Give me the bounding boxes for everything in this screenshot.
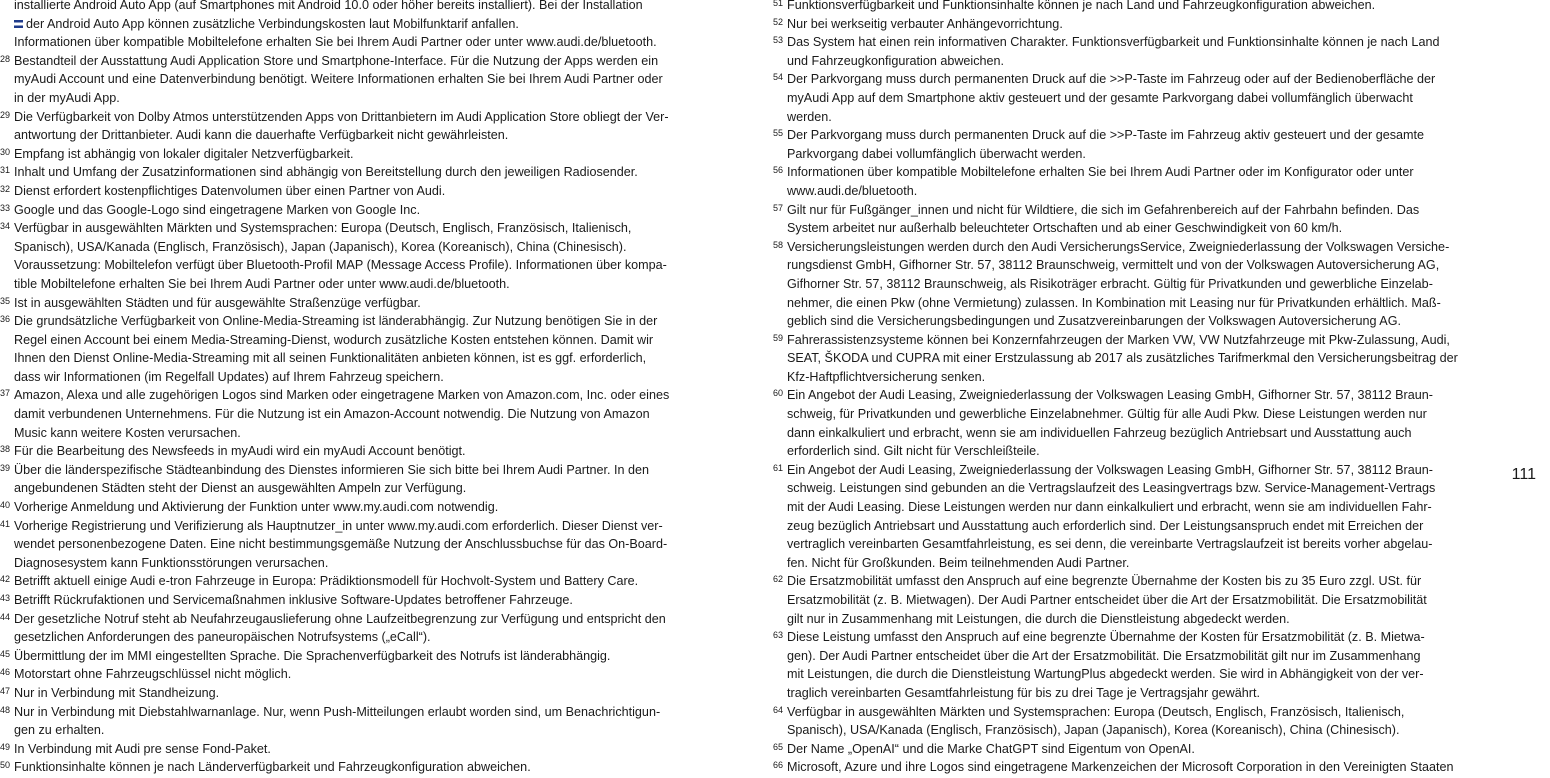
footnote-line	[14, 15, 735, 34]
footnote-line: Die Ersatzmobilität umfasst den Anspruch auf eine begrenzte Übernahme der Kosten bis zu 35 Euro zzgl. USt. für	[787, 574, 1422, 589]
footnote	[773, 201, 1498, 238]
footnote-line: Dienst erfordert kostenpflichtiges Datenvolumen über einen Partner von Audi.	[14, 183, 446, 198]
footnote-number: 41	[0, 518, 11, 529]
footnote-line: Übermittlung der im MMI eingestellten Sprache. Die Sprachenverfügbarkeit des Notrufs ist länderabhängig.	[14, 648, 611, 663]
footnote	[773, 740, 1498, 759]
footnote-number: 34	[0, 221, 11, 232]
footnote-line: Für die Bearbeitung des Newsfeeds in myAudi wird ein myAudi Account benötigt.	[14, 444, 466, 459]
footnote	[0, 610, 735, 647]
footnote	[773, 15, 1498, 34]
footnote-line: mit der Audi Leasing. Diese Leistungen werden nur dann einkalkuliert und erbracht, wenn sie am individuellen Fahr-	[787, 500, 1432, 515]
footnote-line: Funktionsinhalte können je nach Länderverfügbarkeit und Fahrzeugkonfiguration abweichen.	[14, 760, 531, 775]
footnote	[0, 219, 735, 293]
footnote-number: 58	[773, 239, 784, 250]
footnote-line: vertraglich vereinbarten Gesamtfahrleistung, es sei denn, die vereinbarte Vertragslaufzeit ist bereits vorher abgelau-	[787, 537, 1433, 552]
footnote-line: Die Verfügbarkeit von Dolby Atmos unterstützenden Apps von Drittanbietern im Audi Application Store obliegt der Ver-	[14, 109, 669, 124]
footnote-line: Verfügbar in ausgewählten Märkten und Systemsprachen: Europa (Deutsch, Englisch, Französisch, Italienisch,	[787, 704, 1405, 719]
footnote-line: Das System hat einen rein informativen Charakter. Funktionsverfügbarkeit und Funktionsinhalte können je nach Land	[787, 35, 1440, 50]
footnote-line: Kfz-Haftpflichtversicherung senken.	[787, 369, 986, 384]
footnote-number: 40	[0, 500, 11, 511]
footnotes-right-column	[773, 0, 1498, 777]
footnote	[773, 0, 1498, 15]
footnote-line: Spanisch), USA/Kanada (Englisch, Französisch), Japan (Japanisch), Korea (Koreanisch), China (Chinesisch).	[787, 723, 1400, 738]
footnote-number: 60	[773, 388, 784, 399]
footnote-line: Informationen über kompatible Mobiltelefone erhalten Sie bei Ihrem Audi Partner oder unter www.audi.de/bluetooth.	[14, 35, 657, 50]
footnote-number: 56	[773, 165, 784, 176]
footnote-line: geblich sind die Versicherungsbedingungen und Zusatzvereinbarungen der Volkswagen Autoversicherung AG.	[787, 314, 1402, 329]
footnote-line: myAudi Account und eine Datenverbindung benötigt. Weitere Informationen erhalten Sie bei Ihrem Audi Partner oder	[14, 72, 663, 87]
footnote-line: Der Name „OpenAI“ und die Marke ChatGPT sind Eigentum von OpenAI.	[787, 741, 1195, 756]
footnote-number: 55	[773, 128, 784, 139]
footnote-line: Der Parkvorgang muss durch permanenten Druck auf die >>P-Taste im Fahrzeug aktiv gesteuert und der gesamte	[787, 128, 1425, 143]
footnote-number: 44	[0, 611, 11, 622]
footnote-number: 39	[0, 462, 11, 473]
footnote-number: 45	[0, 648, 11, 659]
footnote-line: Motorstart ohne Fahrzeugschlüssel nicht möglich.	[14, 667, 292, 682]
page-number: 111	[1511, 466, 1536, 483]
footnote-number: 66	[773, 760, 784, 771]
footnote-line: Parkvorgang dabei vollumfänglich überwacht werden.	[787, 146, 1086, 161]
footnote-line: Bestandteil der Ausstattung Audi Application Store und Smartphone-Interface. Für die Nutzung der Apps werden ein	[14, 53, 659, 68]
footnote	[0, 665, 735, 684]
footnote	[0, 684, 735, 703]
footnote-line: Verfügbar in ausgewählten Märkten und Systemsprachen: Europa (Deutsch, Englisch, Französisch, Italienisch,	[14, 221, 632, 236]
footnote	[0, 572, 735, 591]
footnote	[0, 461, 735, 498]
footnote-line: installierte Android Auto App (auf Smartphones mit Android 10.0 oder höher bereits installiert). Bei der Installation	[14, 0, 643, 12]
footnote-line: dann einkalkuliert und erbracht, wenn sie am individuellen Fahrzeug bezüglich Antriebsart und Ausstattung auch	[787, 425, 1412, 440]
footnote-line: werden.	[787, 109, 832, 124]
footnote	[773, 572, 1498, 628]
footnote	[773, 628, 1498, 702]
footnote-line: gilt nur in Zusammenhang mit Leistungen, die durch die Dienstleistung abgedeckt werden.	[787, 611, 1290, 626]
footnote-line: In Verbindung mit Audi pre sense Fond-Paket.	[14, 741, 271, 756]
footnote	[0, 740, 735, 759]
footnote-number: 31	[0, 165, 11, 176]
footnote-number: 57	[773, 202, 784, 213]
footnote-number: 43	[0, 593, 11, 603]
footnote-line: Empfang ist abhängig von lokaler digitaler Netzverfügbarkeit.	[14, 146, 354, 161]
footnote	[773, 703, 1498, 740]
footnote-line: schweig. Leistungen sind gebunden an die Vertragslaufzeit des Leasingvertrags bzw. Service-Management-Vertrags	[787, 481, 1436, 496]
footnote-line: Vorherige Anmeldung und Aktivierung der Funktion unter www.my.audi.com notwendig.	[14, 500, 499, 515]
footnote-line: Voraussetzung: Mobiltelefon verfügt über Bluetooth-Profil MAP (Message Access Profile). Informationen über kompa-	[14, 258, 667, 273]
footnote-line: mit Leistungen, die durch die Dienstleistung WartungPlus abgedeckt werden. Sie wird in Abhängigkeit von der ver-	[787, 667, 1424, 682]
footnote-line: Gifhorner Str. 57, 38112 Braunschweig, als Risikoträger erbracht. Gültig für Privatkunden und gewerbliche Einzelab-	[787, 276, 1433, 291]
footnote-line: gen zu erhalten.	[14, 723, 105, 738]
footnote	[0, 591, 735, 610]
footnote-number: 29	[0, 109, 11, 120]
footnote-number: 54	[773, 72, 784, 83]
footnote-number: 46	[0, 667, 11, 678]
footnote-line: Inhalt und Umfang der Zusatzinformationen sind abhängig von Bereitstellung durch den jeweiligen Radiosender.	[14, 165, 638, 180]
footnote-line: Die grundsätzliche Verfügbarkeit von Online-Media-Streaming ist länderabhängig. Zur Nutzung benötigen Sie in der	[14, 314, 658, 329]
footnote	[0, 108, 735, 145]
footnote-line: Der Parkvorgang muss durch permanenten Druck auf die >>P-Taste im Fahrzeug oder auf der Bedienoberfläche der	[787, 72, 1436, 87]
footnote	[773, 238, 1498, 331]
footnote	[773, 461, 1498, 573]
footnote-line: Nur in Verbindung mit Diebstahlwarnanlage. Nur, wenn Push-Mitteilungen erlaubt worden sind, um Benachrichtigun-	[14, 704, 661, 719]
footnote-number: 37	[0, 388, 11, 399]
footnote-line: gen). Der Audi Partner entscheidet über die Art der Ersatzmobilität. Die Ersatzmobilität gilt nur im Zusammenhang	[787, 648, 1421, 663]
footnote	[0, 758, 735, 777]
footnote-number: 42	[0, 574, 11, 585]
footnote-line: myAudi App auf dem Smartphone aktiv gesteuert und der gesamte Parkvorgang dabei vollumfänglich überwacht	[787, 90, 1413, 105]
footnote-line: Ersatzmobilität (z. B. Mietwagen). Der Audi Partner entscheidet über die Art der Ersatzmobilität. Die Ersatzmobilität	[787, 593, 1427, 607]
footnote-line: Vorherige Registrierung und Verifizierung als Hauptnutzer_in unter www.my.audi.com erforderlich. Dieser Dienst ver-	[14, 518, 663, 533]
footnote-line: Fahrerassistenzsysteme können bei Konzernfahrzeugen der Marken VW, VW Nutzfahrzeuge mit Pkw-Zulassung, Audi,	[787, 332, 1450, 347]
footnote	[0, 703, 735, 740]
footnote-number: 50	[0, 760, 11, 771]
footnote	[0, 442, 735, 461]
footnote	[0, 145, 735, 164]
footnote-line: Amazon, Alexa und alle zugehörigen Logos sind Marken oder eingetragene Marken von Amazon.com, Inc. oder eines	[14, 388, 670, 403]
footnote-line: Informationen über kompatible Mobiltelefone erhalten Sie bei Ihrem Audi Partner oder im Konfigurator oder unter	[787, 165, 1414, 180]
footnote-number: 32	[0, 183, 11, 194]
footnote-line: Nur in Verbindung mit Standheizung.	[14, 685, 220, 700]
footnote	[773, 386, 1498, 460]
footnote-number: 48	[0, 704, 11, 715]
footnote-line: und Fahrzeugkonfiguration abweichen.	[787, 53, 1005, 68]
footnote-line: Ist in ausgewählten Städten und für ausgewählte Straßenzüge verfügbar.	[14, 295, 421, 310]
footnote-number: 36	[0, 314, 11, 325]
footnote-number: 52	[773, 16, 784, 27]
footnote-number: 35	[0, 295, 11, 306]
footnote-line: System arbeitet nur außerhalb beleuchteter Ortschaften und ab einer Geschwindigkeit von 60 km/h.	[787, 221, 1343, 236]
footnote-number: 47	[0, 685, 11, 696]
footnote	[773, 33, 1498, 70]
footnote	[0, 52, 735, 108]
footnote-line: Nur bei werkseitig verbauter Anhängevorrichtung.	[787, 16, 1063, 31]
footnote-line: zeug bezüglich Antriebsart und Ausstattung auch erforderlich sind. Der Leistungsanspruch endet mit Erreichen der	[787, 518, 1424, 533]
footnote-number: 38	[0, 444, 11, 455]
footnote-line: schweig, für Privatkunden und gewerbliche Einzelabnehmer. Gültig für alle Audi Pkw. Diese Leistungen werden nur	[787, 407, 1427, 422]
footnote	[0, 0, 735, 33]
footnote-line: www.audi.de/bluetooth.	[787, 183, 918, 198]
footnote-line: nehmer, die einen Pkw (ohne Vermietung) zulassen. In Kombination mit Leasing nur für Privatkunden erhältlich. Maß-	[787, 295, 1441, 310]
footnote	[0, 312, 735, 386]
footnote	[0, 386, 735, 442]
footnote-number: 64	[773, 704, 784, 715]
footnote-number: 63	[773, 630, 784, 641]
footnote-line: Diagnosesystem kann Funktionsstörungen verursachen.	[14, 555, 329, 570]
footnote-number: 53	[773, 35, 784, 46]
footnote-line: Betrifft Rückrufaktionen und Servicemaßnahmen inklusive Software-Updates betroffener Fahrzeuge.	[14, 593, 573, 607]
footnote-line: tible Mobiltelefone erhalten Sie bei Ihrem Audi Partner oder unter www.audi.de/bluetooth.	[14, 276, 510, 291]
footnote	[773, 331, 1498, 387]
footnote-line: Diese Leistung umfasst den Anspruch auf eine begrenzte Übernahme der Kosten für Ersatzmobilität (z. B. Mietwa-	[787, 630, 1425, 645]
footnote-number: 28	[0, 53, 11, 64]
footnote-line: Betrifft aktuell einige Audi e-tron Fahrzeuge in Europa: Prädiktionsmodell für Hochvolt-System und Battery Care.	[14, 574, 639, 589]
footnote-line: antwortung der Drittanbieter. Audi kann die dauerhafte Verfügbarkeit nicht gewährleisten.	[14, 128, 509, 143]
footnote	[0, 182, 735, 201]
footnote-number: 62	[773, 574, 784, 585]
footnote-line: Regel einen Account bei einem Media-Streaming-Dienst, wodurch zusätzliche Kosten entstehen können. Damit wir	[14, 332, 654, 347]
footnote	[773, 163, 1498, 200]
footnote	[0, 498, 735, 517]
footnote-line: Ihnen den Dienst Online-Media-Streaming mit all seinen Funktionalitäten anbieten können, ist es ggf. erforderlich,	[14, 351, 647, 366]
footnote-line: fen. Nicht für Großkunden. Beim teilnehmenden Audi Partner.	[787, 555, 1130, 570]
footnote-line: damit verbundenen Unternehmens. Für die Nutzung ist ein Amazon-Account notwendig. Die Nutzung von Amazon	[14, 407, 650, 422]
footnote-line: angebundenen Städten steht der Dienst an ausgewählten Ampeln zur Verfügung.	[14, 481, 467, 496]
footnote-line: in der myAudi App.	[14, 90, 120, 105]
footnote-line: Microsoft, Azure und ihre Logos sind eingetragene Markenzeichen der Microsoft Corporation in den Vereinigten Staaten	[787, 760, 1454, 775]
footnote	[0, 33, 735, 52]
footnote-number: 33	[0, 202, 11, 213]
footnote-line: dass wir Informationen (im Regelfall Updates) auf Ihrem Fahrzeug speichern.	[14, 369, 444, 384]
footnote	[0, 163, 735, 182]
footnote-line: Über die länderspezifische Städteanbindung des Dienstes informieren Sie sich bitte bei Ihrem Audi Partner. In den	[14, 462, 649, 477]
footnote	[0, 201, 735, 220]
footnote	[773, 758, 1498, 777]
footnote-line: Versicherungsleistungen werden durch den Audi VersicherungsService, Zweigniederlassung der Volkswagen Versiche-	[787, 239, 1450, 254]
footnote	[0, 647, 735, 666]
footnote-number: 49	[0, 741, 11, 752]
footnote-line: traglich vereinbarten Gesamtfahrleistung für bis zu drei Tage je Vertragsjahr gewährt.	[787, 685, 1260, 700]
footnote-line: Funktionsverfügbarkeit und Funktionsinhalte können je nach Land und Fahrzeugkonfiguration abweichen.	[787, 0, 1376, 12]
footnote	[773, 126, 1498, 163]
footnote-line: Music kann weitere Kosten verursachen.	[14, 425, 241, 440]
footnote	[773, 70, 1498, 126]
footnote-line: Google und das Google-Logo sind eingetragene Marken von Google Inc.	[14, 202, 421, 217]
footnote-line: erforderlich sind. Gilt nicht für Verschleißteile.	[787, 444, 1040, 459]
footnote-number: 65	[773, 741, 784, 752]
footnote-line: Spanisch), USA/Kanada (Englisch, Französisch), Japan (Japanisch), Korea (Koreanisch), China (Chinesisch).	[14, 239, 627, 254]
footnote	[0, 517, 735, 573]
footnote-line-text: der Android Auto App können zusätzliche Verbindungskosten laut Mobilfunktarif anfallen.	[26, 16, 519, 31]
footnote-number: 59	[773, 332, 784, 343]
footnote-line: wendet personenbezogene Daten. Eine nicht bestimmungsgemäße Nutzung der Anschlussbuchse für das On-Board-	[14, 537, 668, 552]
footnote-number: 30	[0, 146, 11, 157]
footnote	[0, 294, 735, 313]
footnote-line: Ein Angebot der Audi Leasing, Zweigniederlassung der Volkswagen Leasing GmbH, Gifhorner Str. 57, 38112 Braun-	[787, 462, 1433, 477]
footnote-number: 51	[773, 0, 784, 8]
footnote-line: Ein Angebot der Audi Leasing, Zweigniederlassung der Volkswagen Leasing GmbH, Gifhorner Str. 57, 38112 Braun-	[787, 388, 1433, 403]
footnote-line: Gilt nur für Fußgänger_innen und nicht für Wildtiere, die sich im Gefahrenbereich auf der Fahrbahn befinden. Das	[787, 202, 1420, 217]
footnote-line: gesetzlichen Anforderungen des paneuropäischen Notrufsystems („eCall“).	[14, 630, 431, 645]
footnotes-left-column	[0, 0, 735, 777]
footnote-line: SEAT, ŠKODA und CUPRA mit einer Erstzulassung ab 2017 als zusätzliches Tarifmerkmal den Versicherungsbeitrag der	[787, 351, 1458, 366]
footnote-number: 61	[773, 462, 784, 473]
footnote-line: rungsdienst GmbH, Gifhorner Str. 57, 38112 Braunschweig, vermittelt und von der Volkswagen Autoversicherung AG,	[787, 258, 1440, 273]
flag-icon	[14, 20, 23, 28]
footnote-line: Der gesetzliche Notruf steht ab Neufahrzeugauslieferung ohne Laufzeitbegrenzung zur Verfügung und entspricht den	[14, 611, 666, 626]
